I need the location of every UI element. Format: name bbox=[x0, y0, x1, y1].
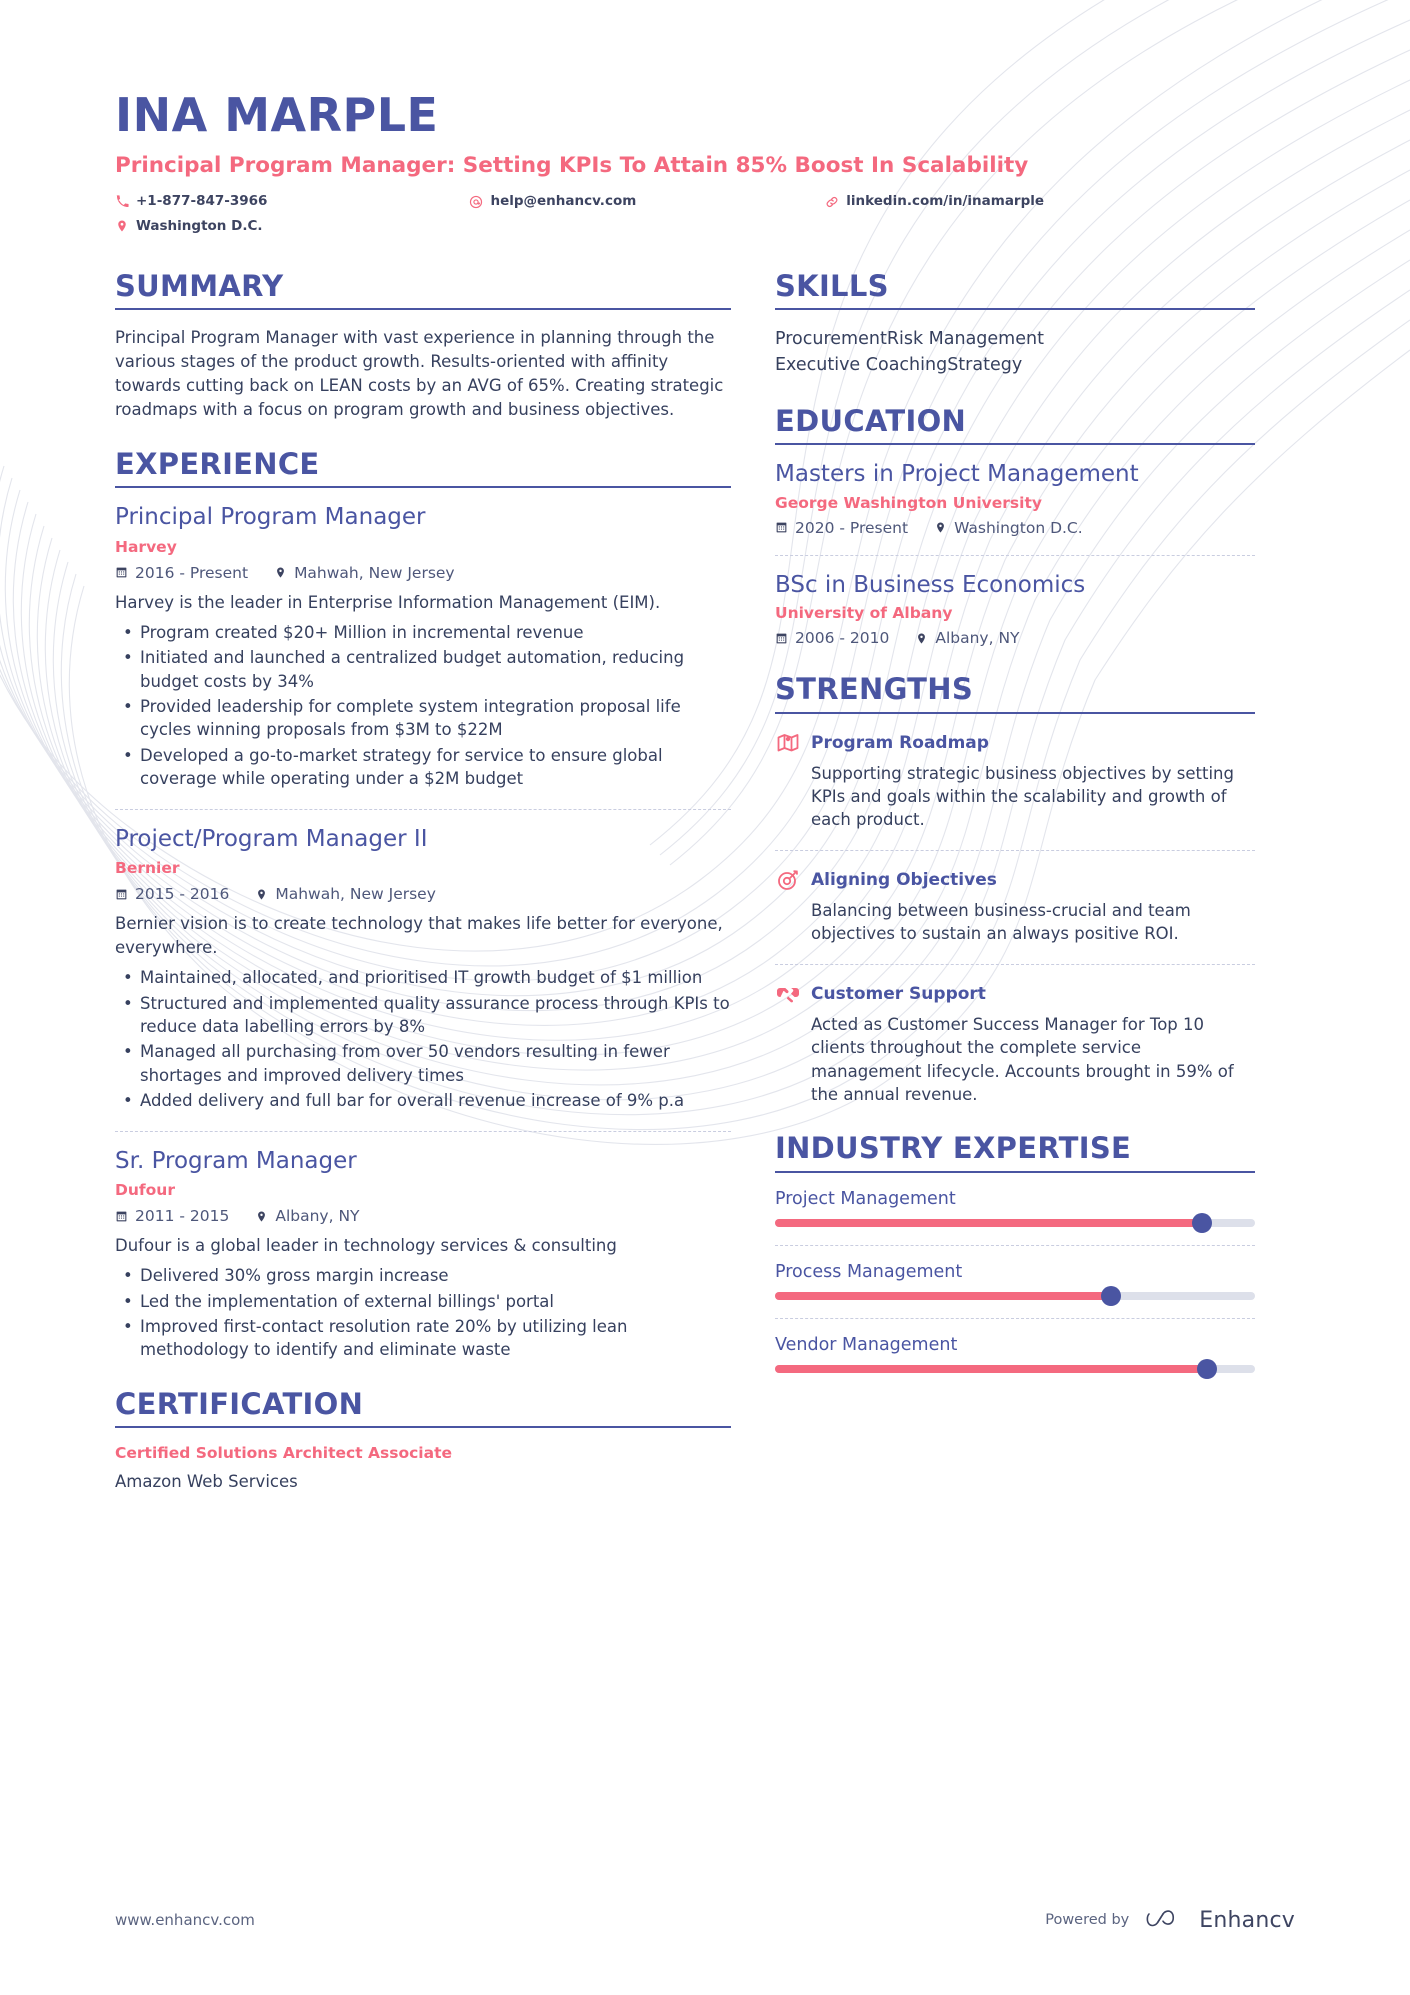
section-title-strengths: STRENGTHS bbox=[775, 672, 974, 707]
section-rule bbox=[775, 1171, 1255, 1173]
item-divider bbox=[775, 555, 1255, 556]
enhancv-logo-icon bbox=[1145, 1907, 1189, 1933]
slider-knob[interactable] bbox=[1197, 1359, 1217, 1379]
location-icon bbox=[915, 631, 928, 645]
section-rule bbox=[115, 1426, 731, 1428]
job-location-text: Mahwah, New Jersey bbox=[275, 885, 436, 904]
item-divider bbox=[775, 964, 1255, 965]
item-divider bbox=[115, 1131, 731, 1132]
contact-email[interactable] bbox=[469, 193, 636, 209]
slider-fill bbox=[775, 1219, 1202, 1227]
strength-description: Balancing between business-crucial and team objectives to sustain an always positive ROI. bbox=[811, 900, 1191, 944]
job-title: Principal Program Manager bbox=[115, 504, 426, 531]
strength-name: Program Roadmap bbox=[811, 732, 989, 753]
map-pin-icon bbox=[775, 730, 801, 756]
item-divider bbox=[775, 1245, 1255, 1246]
education-meta bbox=[775, 629, 1255, 647]
job-dates-text: 2016 - Present bbox=[135, 563, 249, 582]
location-icon bbox=[934, 521, 947, 535]
link-icon bbox=[825, 195, 839, 209]
education-meta bbox=[775, 519, 1255, 537]
strength-description: Supporting strategic business objectives by setting KPIs and goals within the scalability and growth of each product. bbox=[811, 763, 1234, 830]
job-meta bbox=[115, 885, 731, 903]
education-location bbox=[934, 519, 1083, 537]
section-experience bbox=[115, 448, 731, 1362]
education-location-text: Washington D.C. bbox=[954, 518, 1083, 537]
section-title-industry-expertise: INDUSTRY EXPERTISE bbox=[775, 1131, 1132, 1166]
education-location-text: Albany, NY bbox=[935, 629, 1020, 648]
section-certification bbox=[115, 1388, 731, 1494]
education-school: George Washington University bbox=[775, 493, 1042, 512]
contact-location-text: Washington D.C. bbox=[136, 217, 263, 234]
education-school: University of Albany bbox=[775, 604, 953, 623]
skill-line: Executive CoachingStrategy bbox=[775, 355, 1023, 376]
education-item bbox=[775, 572, 1255, 648]
contact-row bbox=[115, 193, 1295, 241]
certification-item bbox=[115, 1444, 731, 1494]
calendar-icon bbox=[115, 1209, 128, 1223]
strength-name: Aligning Objectives bbox=[811, 869, 997, 890]
resume-columns bbox=[115, 270, 1295, 1520]
experience-item bbox=[115, 1148, 731, 1362]
calendar-icon bbox=[115, 566, 128, 580]
section-rule bbox=[775, 712, 1255, 714]
job-dates bbox=[115, 564, 248, 582]
experience-item bbox=[115, 826, 731, 1113]
strength-item bbox=[775, 730, 1255, 832]
job-bullet: • Delivered 30% gross margin increase bbox=[115, 1264, 731, 1287]
summary-text: Principal Program Manager with vast experience in planning through the various stages of the product growth. Results-oriented with affinity towards cutting back on LEAN costs by an AVG of 65%. Creating strategic roadmaps with a focus on program growth and business objectives. bbox=[115, 328, 724, 419]
location-icon bbox=[274, 566, 287, 580]
job-company: Dufour bbox=[115, 1181, 175, 1200]
expertise-item bbox=[775, 1189, 1255, 1227]
contact-location bbox=[115, 218, 1295, 234]
page-title: INA MARPLE bbox=[115, 88, 439, 142]
education-degree: BSc in Business Economics bbox=[775, 571, 1086, 598]
section-skills bbox=[775, 270, 1255, 379]
slider-fill bbox=[775, 1365, 1207, 1373]
job-meta bbox=[115, 564, 731, 582]
email-icon bbox=[469, 195, 483, 209]
job-bullets bbox=[115, 1264, 731, 1362]
section-education bbox=[775, 405, 1255, 648]
job-bullet: • Managed all purchasing from over 50 vendors resulting in fewer shortages and improved delivery times bbox=[115, 1040, 731, 1087]
strength-header bbox=[775, 867, 1255, 893]
brand bbox=[1145, 1907, 1295, 1933]
brand-name: Enhancv bbox=[1199, 1907, 1295, 1933]
section-industry-expertise bbox=[775, 1132, 1255, 1372]
job-location bbox=[274, 564, 455, 582]
resume-content bbox=[0, 90, 1410, 1520]
job-company: Bernier bbox=[115, 859, 180, 878]
location-icon bbox=[255, 887, 268, 901]
job-dates-text: 2011 - 2015 bbox=[135, 1207, 230, 1226]
item-divider bbox=[775, 850, 1255, 851]
section-strengths bbox=[775, 673, 1255, 1106]
job-meta bbox=[115, 1207, 731, 1225]
expertise-label: Vendor Management bbox=[775, 1334, 958, 1355]
section-rule bbox=[115, 486, 731, 488]
job-bullet: • Initiated and launched a centralized budget automation, reducing budget costs by 34% bbox=[115, 646, 731, 693]
strength-item bbox=[775, 867, 1255, 946]
strength-header bbox=[775, 981, 1255, 1007]
target-icon bbox=[775, 867, 801, 893]
job-dates bbox=[115, 1207, 229, 1225]
section-rule bbox=[115, 308, 731, 310]
job-bullet: • Developed a go-to-market strategy for service to ensure global coverage while operating under a $2M budget bbox=[115, 744, 731, 791]
section-rule bbox=[775, 308, 1255, 310]
strength-item bbox=[775, 981, 1255, 1107]
section-title-summary: SUMMARY bbox=[115, 268, 284, 303]
job-bullets bbox=[115, 621, 731, 791]
education-dates bbox=[775, 629, 889, 647]
left-column bbox=[115, 270, 775, 1520]
location-icon bbox=[255, 1209, 268, 1223]
job-dates-text: 2015 - 2016 bbox=[135, 885, 230, 904]
section-summary bbox=[115, 270, 731, 422]
section-title-experience: EXPERIENCE bbox=[115, 446, 320, 481]
powered-by-label: Powered by bbox=[1045, 1912, 1130, 1928]
certification-issuer: Amazon Web Services bbox=[115, 1472, 298, 1492]
contact-linkedin[interactable] bbox=[825, 193, 1044, 209]
job-location-text: Mahwah, New Jersey bbox=[294, 563, 455, 582]
item-divider bbox=[115, 809, 731, 810]
job-bullets bbox=[115, 966, 731, 1113]
footer-url[interactable]: www.enhancv.com bbox=[115, 1911, 255, 1929]
expertise-slider[interactable] bbox=[775, 1292, 1255, 1300]
expertise-slider[interactable] bbox=[775, 1365, 1255, 1373]
experience-item bbox=[115, 504, 731, 790]
contact-phone[interactable] bbox=[115, 193, 267, 209]
item-divider bbox=[775, 1318, 1255, 1319]
job-bullet: • Added delivery and full bar for overall revenue increase of 9% p.a bbox=[115, 1089, 731, 1112]
page-footer bbox=[115, 1907, 1295, 1933]
right-column bbox=[775, 270, 1255, 1520]
phone-icon bbox=[115, 195, 129, 209]
job-description: Dufour is a global leader in technology services & consulting bbox=[115, 1236, 617, 1256]
contact-linkedin-text: linkedin.com/in/inamarple bbox=[846, 193, 1045, 210]
section-title-skills: SKILLS bbox=[775, 268, 889, 303]
job-bullet: • Improved first-contact resolution rate 20% by utilizing lean methodology to identify and eliminate waste bbox=[115, 1315, 731, 1362]
section-title-education: EDUCATION bbox=[775, 403, 967, 438]
slider-fill bbox=[775, 1292, 1111, 1300]
job-bullet: • Program created $20+ Million in incremental revenue bbox=[115, 621, 731, 644]
job-bullet: • Provided leadership for complete system integration proposal life cycles winning proposals from $3M to $22M bbox=[115, 695, 731, 742]
resume-header bbox=[115, 90, 1295, 242]
job-description: Bernier vision is to create technology that makes life better for everyone, everywhere. bbox=[115, 914, 723, 958]
education-dates bbox=[775, 519, 908, 537]
expertise-label: Process Management bbox=[775, 1261, 963, 1282]
education-item bbox=[775, 461, 1255, 537]
expertise-item bbox=[775, 1262, 1255, 1300]
expertise-item bbox=[775, 1335, 1255, 1373]
job-location bbox=[255, 1207, 359, 1225]
location-icon bbox=[115, 219, 129, 233]
education-degree: Masters in Project Management bbox=[775, 461, 1139, 488]
strength-header bbox=[775, 730, 1255, 756]
job-bullet: • Maintained, allocated, and prioritised IT growth budget of $1 million bbox=[115, 966, 731, 989]
calendar-icon bbox=[775, 521, 788, 535]
skill-line: ProcurementRisk Management bbox=[775, 329, 1044, 350]
handshake-icon bbox=[775, 981, 801, 1007]
job-location-text: Albany, NY bbox=[275, 1207, 360, 1226]
job-bullet: • Structured and implemented quality assurance process through KPIs to reduce data labelling errors by 8% bbox=[115, 992, 731, 1039]
calendar-icon bbox=[775, 631, 788, 645]
job-location bbox=[255, 885, 436, 903]
education-dates-text: 2006 - 2010 bbox=[795, 629, 890, 648]
strength-name: Customer Support bbox=[811, 983, 986, 1004]
section-rule bbox=[775, 443, 1255, 445]
slider-knob[interactable] bbox=[1101, 1286, 1121, 1306]
contact-email-text: help@enhancv.com bbox=[490, 193, 637, 210]
expertise-label: Project Management bbox=[775, 1188, 956, 1209]
section-title-certification: CERTIFICATION bbox=[115, 1386, 364, 1421]
job-title: Sr. Program Manager bbox=[115, 1147, 357, 1174]
education-dates-text: 2020 - Present bbox=[795, 518, 909, 537]
job-dates bbox=[115, 885, 229, 903]
job-bullet: • Led the implementation of external billings' portal bbox=[115, 1290, 731, 1313]
job-description: Harvey is the leader in Enterprise Information Management (EIM). bbox=[115, 592, 661, 612]
strength-description: Acted as Customer Success Manager for Top 10 clients throughout the complete service management lifecycle. Accounts brought in 59% of the annual revenue. bbox=[811, 1014, 1234, 1104]
education-location bbox=[915, 629, 1019, 647]
contact-phone-text: +1-877-847-3966 bbox=[136, 193, 268, 210]
job-company: Harvey bbox=[115, 537, 177, 556]
calendar-icon bbox=[115, 887, 128, 901]
slider-knob[interactable] bbox=[1192, 1213, 1212, 1233]
headline: Principal Program Manager: Setting KPIs To Attain 85% Boost In Scalability bbox=[115, 152, 1029, 178]
job-title: Project/Program Manager II bbox=[115, 825, 428, 852]
certification-name: Certified Solutions Architect Associate bbox=[115, 1444, 453, 1463]
footer-brand-area bbox=[1045, 1907, 1295, 1933]
expertise-slider[interactable] bbox=[775, 1219, 1255, 1227]
